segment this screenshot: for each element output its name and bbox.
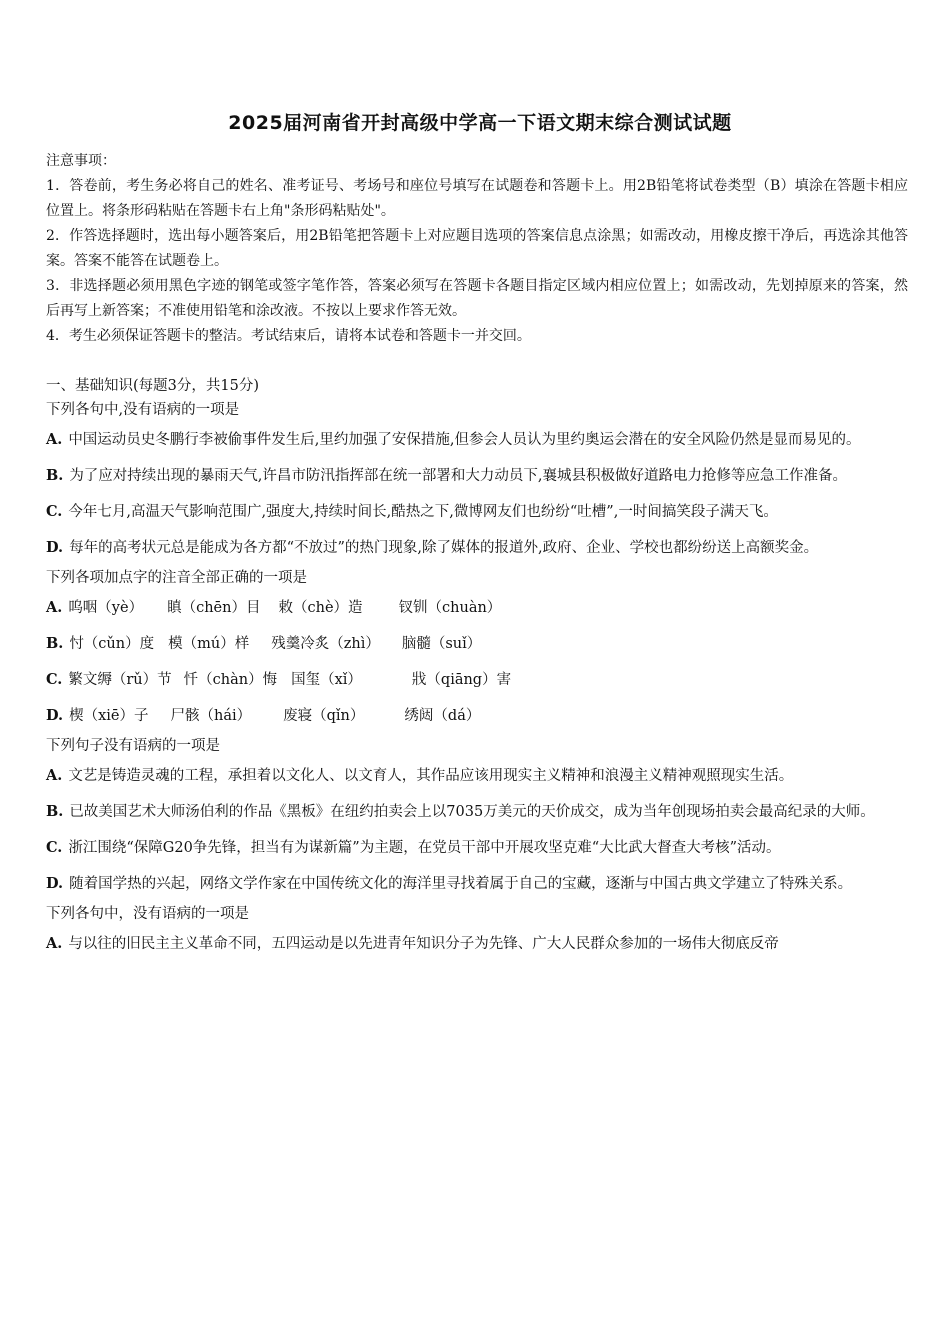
option-a: A. 中国运动员史冬鹏行李被偷事件发生后,里约加强了安保措施,但参会人员认为里约奥运会潜在的安全风险仍然是显而易见的。 — [46, 431, 861, 448]
notice-block — [46, 149, 908, 349]
question-stem: 下列句子没有语病的一项是 — [46, 738, 220, 754]
question-stem: 下列各句中，没有语病的一项是 — [46, 906, 249, 922]
option-a: A. 与以往的旧民主主义革命不同，五四运动是以先进青年知识分子为先锋、广大人民群众参加的一场伟大彻底反帝 — [46, 935, 779, 952]
option-c: C. 浙江围绕“保障G20争先锋，担当有为谋新篇”为主题，在党员干部中开展攻坚克难“大比武大督查大考核”活动。 — [46, 839, 781, 856]
exam-page — [46, 108, 908, 962]
option-d: D. 楔（xiē）子 尸骸（hái） 废寝（qǐn） 绣闼（dá） — [46, 707, 481, 724]
question-stem: 下列各句中,没有语病的一项是 — [46, 402, 240, 418]
option-b: B. 忖（cǔn）度 模（mú）样 残羹冷炙（zhì） 脑髓（suǐ） — [46, 635, 482, 652]
notice-item: 4．考生必须保证答题卡的整洁。考试结束后，请将本试卷和答题卡一并交回。 — [46, 328, 531, 344]
notice-item: 3．非选择题必须用黑色字迹的钢笔或签字笔作答，答案必须写在答题卡各题目指定区域内相应位置上；如需改动，先划掉原来的答案，然后再写上新答案；不准使用铅笔和涂改液。不按以上要求作答无效。 — [46, 278, 908, 319]
option-c: C. 今年七月,高温天气影响范围广,强度大,持续时间长,酷热之下,微博网友们也纷纷“吐槽”,一时间搞笑段子满天飞。 — [46, 503, 778, 520]
page-title: 2025届河南省开封高级中学高一下语文期末综合测试试题 — [228, 112, 732, 134]
notice-heading: 注意事项： — [46, 153, 116, 169]
option-b: B. 已故美国艺术大师汤伯利的作品《黑板》在纽约拍卖会上以7035万美元的天价成交，成为当年创现场拍卖会最高纪录的大师。 — [46, 803, 875, 820]
question-stem: 下列各项加点字的注音全部正确的一项是 — [46, 570, 307, 586]
option-d: D. 随着国学热的兴起，网络文学作家在中国传统文化的海洋里寻找着属于自己的宝藏，逐渐与中国古典文学建立了特殊关系。 — [46, 875, 853, 892]
section-basic-knowledge — [46, 374, 908, 962]
option-b: B. 为了应对持续出现的暴雨天气,许昌市防汛指挥部在统一部署和大力动员下,襄城县积极做好道路电力抢修等应急工作准备。 — [46, 467, 848, 484]
section-heading: 一、基础知识(每题3分，共15分) — [46, 378, 259, 394]
notice-item: 1．答卷前，考生务必将自己的姓名、准考证号、考场号和座位号填写在试题卷和答题卡上。用2B铅笔将试卷类型（B）填涂在答题卡相应位置上。将条形码粘贴在答题卡右上角"条形码粘贴处"。 — [46, 178, 908, 219]
option-a: A. 呜咽（yè） 瞋（chēn）目 敕（chè）造 钗钏（chuàn） — [46, 599, 502, 616]
option-d: D. 每年的高考状元总是能成为各方都“不放过”的热门现象,除了媒体的报道外,政府、企业、学校也都纷纷送上高额奖金。 — [46, 539, 819, 556]
option-a: A. 文艺是铸造灵魂的工程，承担着以文化人、以文育人，其作品应该用现实主义精神和浪漫主义精神观照现实生活。 — [46, 767, 794, 784]
option-c: C. 繁文缛（rǔ）节 忏（chàn）悔 国玺（xǐ） 戕（qiāng）害 — [46, 671, 512, 688]
notice-item: 2．作答选择题时，选出每小题答案后，用2B铅笔把答题卡上对应题目选项的答案信息点涂黑；如需改动，用橡皮擦干净后，再选涂其他答案。答案不能答在试题卷上。 — [46, 228, 908, 269]
